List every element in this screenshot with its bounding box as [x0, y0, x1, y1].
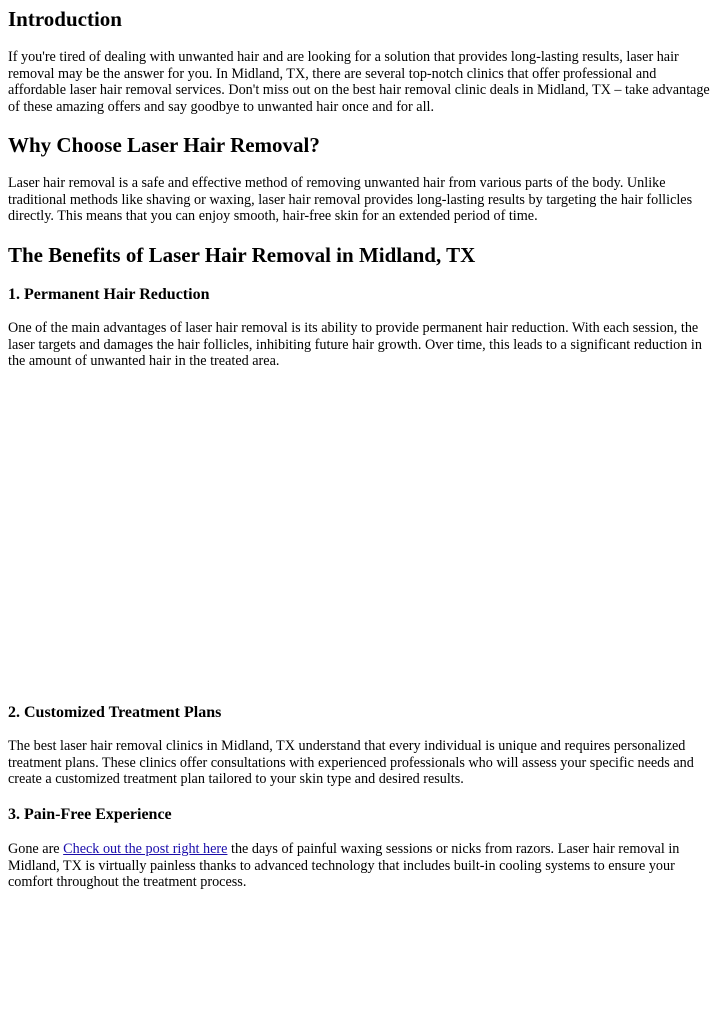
intro-paragraph: If you're tired of dealing with unwanted hair and are looking for a solution that provides long-lasting results, laser hair removal may be the answer for you. In Midland, TX, there are several top-notch clinics that offer professional and affordable laser hair removal services. Don't miss out on the best hair removal clinic deals in Midland, TX – take advantage of these amazing offers and say goodbye to unwanted hair once and for all.	[8, 49, 710, 115]
benefits-heading: The Benefits of Laser Hair Removal in Midland, TX	[8, 243, 476, 267]
why-heading: Why Choose Laser Hair Removal?	[8, 133, 320, 157]
benefit-3-heading: 3. Pain-Free Experience	[8, 806, 172, 823]
benefit-2-paragraph: The best laser hair removal clinics in Midland, TX understand that every individual is unique and requires personalized treatment plans. These clinics offer consultations with experienced professionals who will assess your specific needs and create a customized treatment plan tailored to your skin type and desired results.	[8, 738, 694, 787]
blank-media-area	[8, 375, 712, 695]
benefit-3-text-after: the days of painful waxing sessions or nicks from razors. Laser hair removal in Midland, TX is virtually painless thanks to advanced technology that includes built-in cooling systems to ensure your comfort throughout the treatment process.	[8, 841, 680, 890]
benefit-1-paragraph: One of the main advantages of laser hair removal is its ability to provide permanent hair reduction. With each session, the laser targets and damages the hair follicles, inhibiting future hair growth. Over time, this leads to a significant reduction in the amount of unwanted hair in the treated area.	[8, 320, 702, 369]
benefit-3-text-before: Gone are	[8, 841, 64, 857]
benefit-3-paragraph	[8, 841, 712, 891]
why-paragraph: Laser hair removal is a safe and effective method of removing unwanted hair from various parts of the body. Unlike traditional methods like shaving or waxing, laser hair removal provides long-lasting results by targeting the hair follicles directly. This means that you can enjoy smooth, hair-free skin for an extended period of time.	[8, 175, 693, 224]
check-out-post-link[interactable]: Check out the post right here	[63, 841, 228, 857]
benefit-1-heading: 1. Permanent Hair Reduction	[8, 286, 210, 303]
benefit-2-heading: 2. Customized Treatment Plans	[8, 704, 222, 721]
intro-heading: Introduction	[8, 7, 122, 31]
